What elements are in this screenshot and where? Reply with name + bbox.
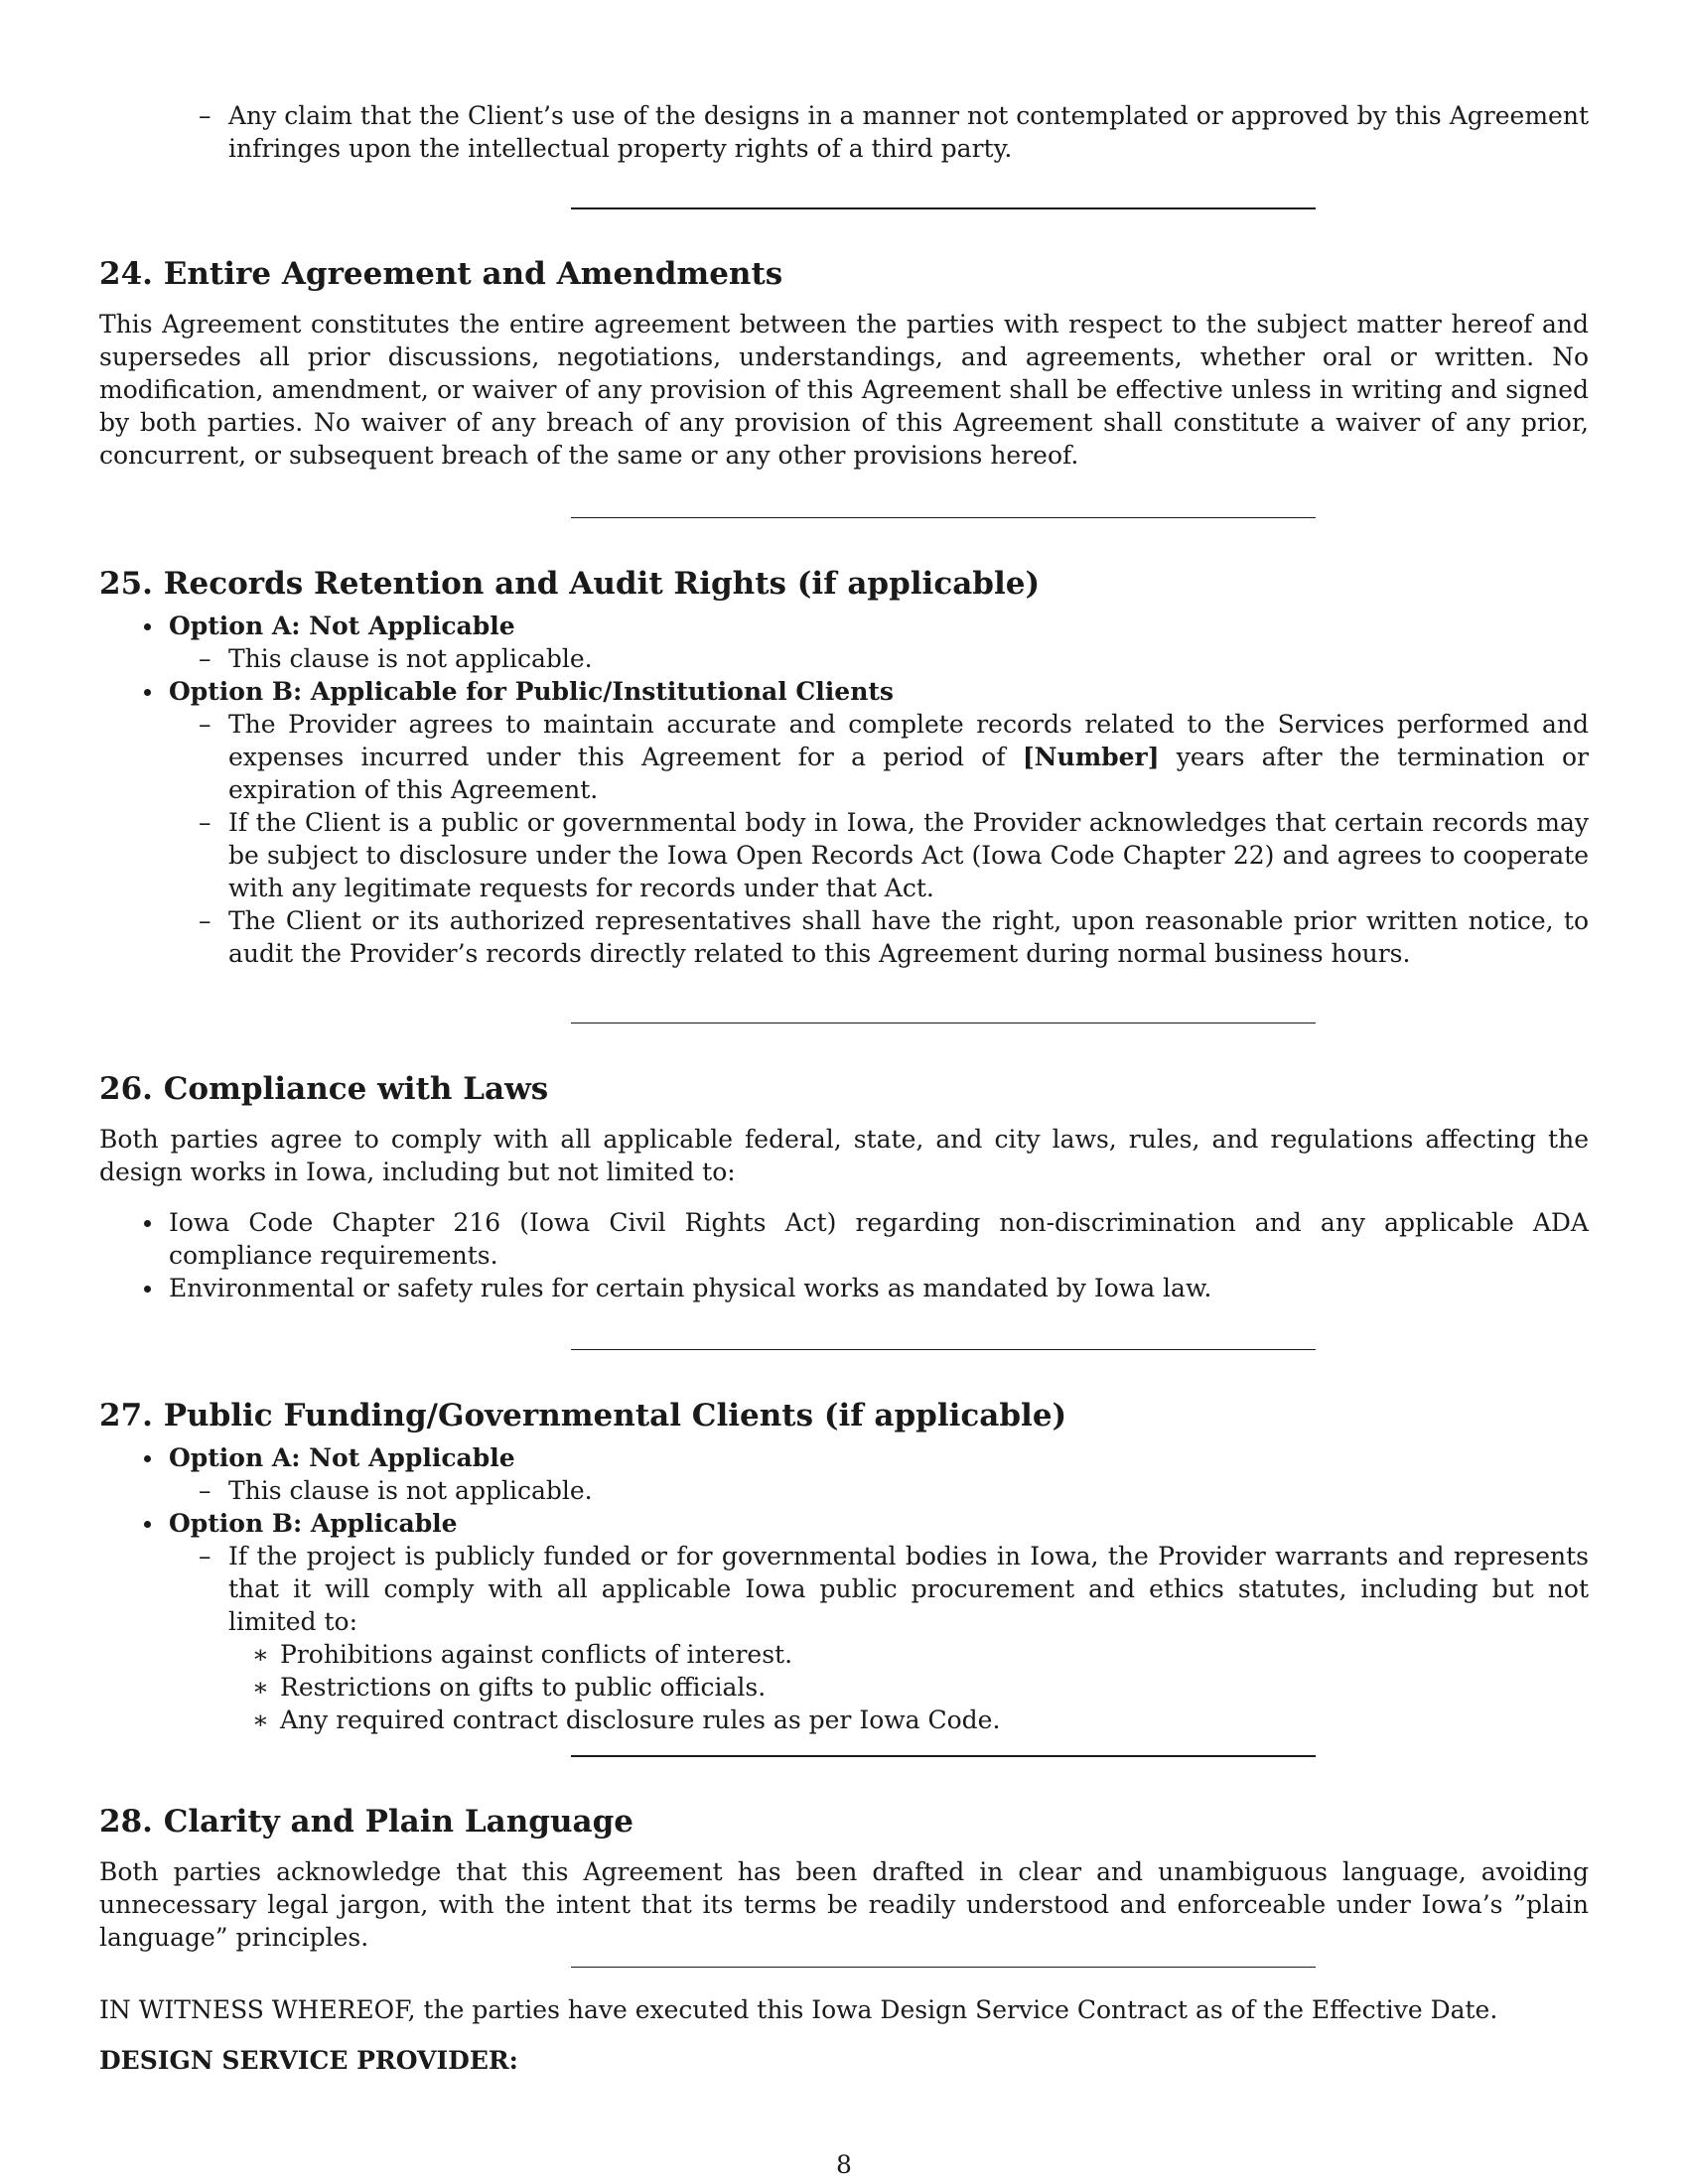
option-label: Option A: Not Applicable [169,1443,515,1472]
list-item [228,1540,1589,1638]
section-body: Both parties acknowledge that this Agreement has been drafted in clear and unambiguous language, avoiding unnecessary legal jargon, with the intent that its terms be readily understood and enforceable under Iowa’s ”plain language” principles. [99,1857,1589,1952]
section-body: Both parties agree to comply with all applicable federal, state, and city laws, rules, and regulations affecting the design works in Iowa, including but not limited to: [99,1125,1589,1186]
witness-block [99,1993,1589,2077]
list-item: – This clause is not applicable. [228,1474,1589,1507]
section-divider [571,1349,1316,1350]
placeholder-number: [Number] [1022,743,1160,771]
section-24 [99,254,1589,472]
option-a [99,1441,1589,1507]
item-text: The Provider agrees to maintain accurate and complete records related to the Services performed and expenses incurred under this Agreement for a period of [228,710,1589,771]
section-25 [99,564,1589,970]
sub-item: ∗ Prohibitions against conflicts of interest. [280,1638,1589,1671]
provider-label: DESIGN SERVICE PROVIDER: [99,2046,518,2075]
list-item: – Any claim that the Client’s use of the designs in a manner not contemplated or approved by this Agreement infringes upon the intellectual property rights of a third party. [228,99,1589,165]
list-item: – If the Client is a public or governmental body in Iowa, the Provider acknowledges that certain records may be subject to disclosure under the Iowa Open Records Act (Iowa Code Chapter 22) and agrees to cooperate with any legitimate requests for records under that Act. [228,806,1589,904]
section-26 [99,1069,1589,1304]
section-27 [99,1396,1589,1736]
option-b [99,675,1589,970]
witness-statement: IN WITNESS WHEREOF, the parties have executed this Iowa Design Service Contract as of the Effective Date. [99,1995,1498,2024]
section-title: 25. Records Retention and Audit Rights (if applicable) [99,566,1041,602]
section-divider [571,1023,1316,1024]
section-divider [571,1755,1316,1757]
item-text: If the project is publicly funded or for governmental bodies in Iowa, the Provider warrants and represents that it will comply with all applicable Iowa public procurement and ethics statutes, including but not limited to: [228,1542,1589,1636]
option-a [99,610,1589,675]
list-item: Iowa Code Chapter 216 (Iowa Civil Rights Act) regarding non-discrimination and any applicable ADA compliance requirements. [99,1206,1589,1272]
list-item: – This clause is not applicable. [228,642,1589,675]
option-label: Option A: Not Applicable [169,612,515,640]
section-28 [99,1802,1589,1954]
section-title: 24. Entire Agreement and Amendments [99,256,783,292]
section-title: 26. Compliance with Laws [99,1071,549,1107]
item-text: years after the termination or expiration of this Agreement. [228,743,1589,804]
option-label: Option B: Applicable for Public/Institutional Clients [169,677,894,706]
section-divider [571,517,1316,518]
sub-item: ∗ Any required contract disclosure rules as per Iowa Code. [280,1704,1589,1736]
continued-list [99,99,1589,165]
sub-item: ∗ Restrictions on gifts to public officials. [280,1671,1589,1704]
section-title: 27. Public Funding/Governmental Clients (if applicable) [99,1398,1067,1433]
section-body: This Agreement constitutes the entire agreement between the parties with respect to the subject matter hereof and supersedes all prior discussions, negotiations, understandings, and agreements, whether oral or written. No modification, amendment, or waiver of any provision of this Agreement shall be effective unless in writing and signed by both parties. No waiver of any breach of any provision of this Agreement shall constitute a waiver of any prior, concurrent, or subsequent breach of the same or any other provisions hereof. [99,310,1589,470]
list-item [228,708,1589,806]
option-b [99,1507,1589,1736]
option-label: Option B: Applicable [169,1509,458,1538]
list-item: – The Client or its authorized representatives shall have the right, upon reasonable prior written notice, to audit the Provider’s records directly related to this Agreement during normal business hours. [228,904,1589,970]
section-divider [571,207,1316,209]
list-item: Environmental or safety rules for certain physical works as mandated by Iowa law. [99,1272,1589,1304]
page-number: 8 [836,2150,852,2179]
section-divider [571,1967,1316,1968]
section-title: 28. Clarity and Plain Language [99,1804,633,1840]
